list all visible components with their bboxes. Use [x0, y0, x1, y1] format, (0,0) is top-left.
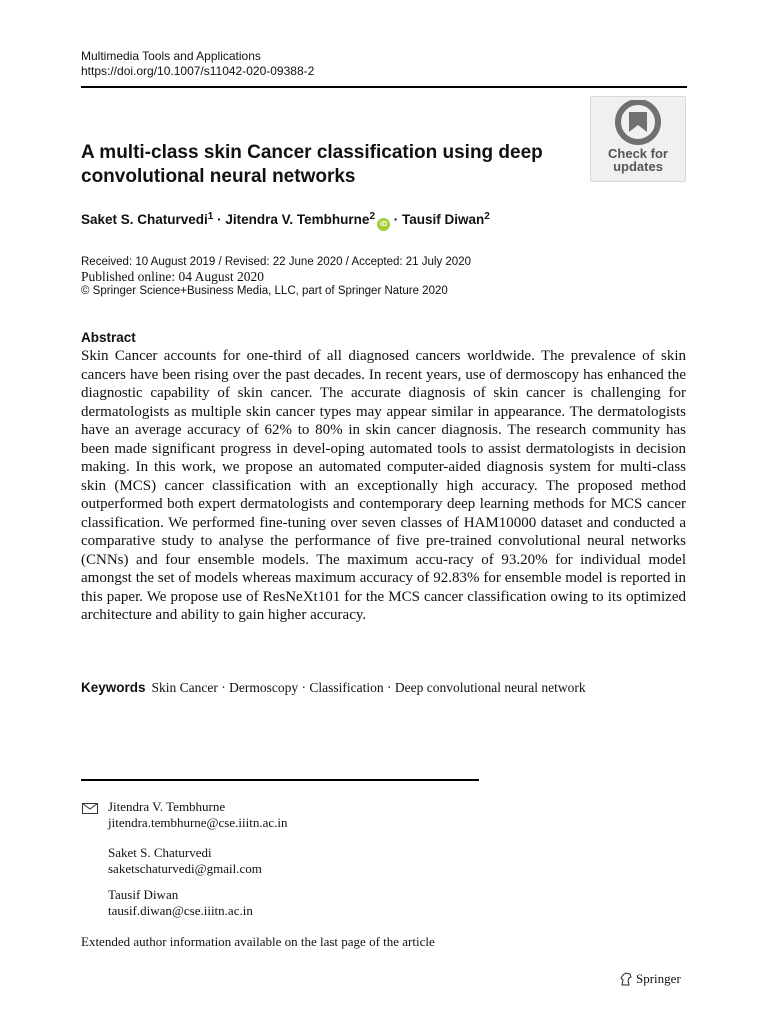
- contact-name: Jitendra V. Tembhurne: [108, 799, 226, 814]
- contact-email[interactable]: saketschaturvedi@gmail.com: [108, 861, 262, 876]
- author-affiliation: 2: [369, 211, 375, 222]
- journal-header: [81, 49, 314, 79]
- keywords-label: Keywords: [81, 680, 146, 695]
- title-line-2: convolutional neural networks: [81, 166, 356, 187]
- abstract-text: Skin Cancer accounts for one-third of all diagnosed cancers worldwide. The prevalence of skin cancers have been rising over the past decades. In recent years, use of dermoscopy has enhanced the diagnostic capability of skin cancer. The accurate diagnosis of skin cancer is challenging for dermatologists as multiple skin cancer types may appear similar in appearance. The dermatologists have an average accuracy of 62% to 80% in skin cancer diagnosis. The research community has been made significant progress in devel-oping automated tools to assist dermatologists in decision making. In this work, we propose an automated computer-aided diagnosis system for multi-class skin (MCS) cancer classification with an exceptionally high accuracy. The proposed method outperformed both expert dermatologists and contemporary deep learning methods for MCS cancer classification. We performed fine-tuning over seven classes of HAM10000 dataset and conducted a comparative study to analyse the performance of five pre-trained convolutional neural networks (CNNs) and four ensemble models. The maximum accu-racy of 93.20% for individual model amongst the set of models whereas maximum accuracy of 92.83% for ensemble model is reported in this paper. We propose use of ResNeXt101 for the MCS cancer classification owing to its optimized architecture and ability to gain higher accuracy.: [81, 348, 686, 623]
- header-rule: [81, 86, 687, 88]
- springer-logo: [619, 971, 681, 987]
- contact-block: [108, 845, 262, 877]
- doi-link[interactable]: https://doi.org/10.1007/s11042-020-09388-2: [81, 64, 315, 78]
- keywords: [81, 680, 586, 696]
- author-separator: ·: [217, 212, 222, 227]
- contact-email[interactable]: jitendra.tembhurne@cse.iiitn.ac.in: [108, 815, 288, 830]
- contact-block: [108, 887, 253, 919]
- publisher-name: Springer: [636, 971, 681, 986]
- author-name[interactable]: Jitendra V. Tembhurne: [225, 212, 370, 227]
- badge-line-2: updates: [613, 159, 663, 174]
- author-name[interactable]: Saket S. Chaturvedi: [81, 212, 208, 227]
- footnote-rule: [81, 779, 479, 781]
- badge-line-1: Check for: [608, 146, 668, 161]
- check-for-updates-badge[interactable]: [590, 96, 686, 182]
- author-separator: ·: [393, 212, 399, 227]
- abstract-heading: Abstract: [81, 330, 136, 345]
- check-for-updates-icon: [614, 100, 662, 146]
- author-affiliation: 2: [484, 211, 490, 222]
- badge-text: [591, 147, 685, 173]
- author-affiliation: 1: [207, 211, 214, 222]
- contact-block: [108, 799, 287, 831]
- keywords-text: Skin Cancer · Dermoscopy · Classification · Deep convolutional neural network: [151, 680, 586, 695]
- copyright-notice: © Springer Science+Business Media, LLC, part of Springer Nature 2020: [81, 285, 448, 297]
- springer-horse-icon: [619, 972, 633, 986]
- author-name[interactable]: Tausif Diwan: [402, 212, 485, 227]
- extended-author-note: Extended author information available on the last page of the article: [81, 934, 435, 949]
- orcid-icon[interactable]: iD: [377, 218, 390, 231]
- contact-name: Saket S. Chaturvedi: [108, 845, 212, 860]
- title-line-1: A multi-class skin Cancer classification using deep: [81, 142, 543, 163]
- received-dates: Received: 10 August 2019 / Revised: 22 June 2020 / Accepted: 21 July 2020: [81, 256, 471, 268]
- contact-email[interactable]: tausif.diwan@cse.iiitn.ac.in: [108, 903, 253, 918]
- article-title: [81, 141, 571, 189]
- journal-name: Multimedia Tools and Applications: [81, 49, 261, 63]
- author-list: [81, 211, 490, 231]
- contact-name: Tausif Diwan: [108, 887, 179, 902]
- published-date: Published online: 04 August 2020: [81, 269, 265, 284]
- envelope-icon: [82, 801, 98, 819]
